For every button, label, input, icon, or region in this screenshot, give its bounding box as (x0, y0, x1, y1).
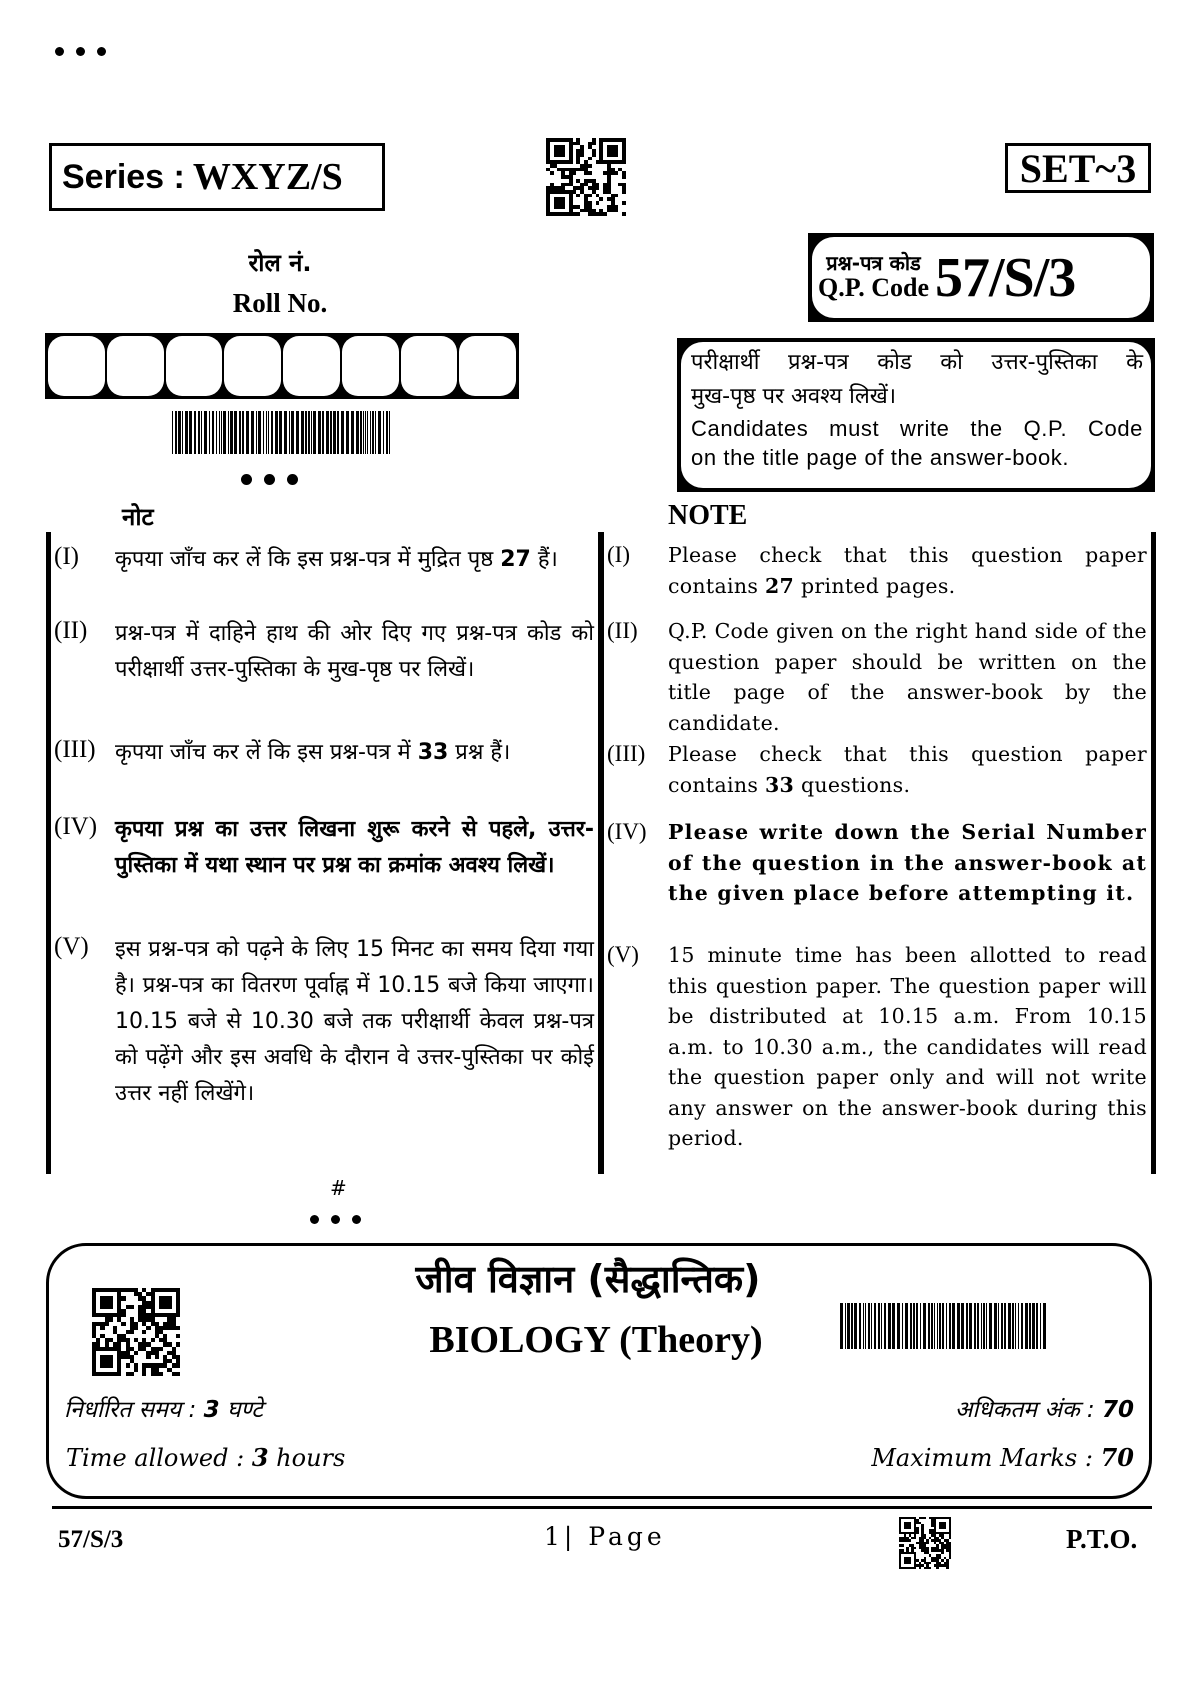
note-item-hindi-3 (51, 735, 598, 771)
notice-hindi-line2: मुख-पृष्ठ पर अवश्य लिखें। (691, 384, 897, 409)
note-item-hindi-4 (51, 812, 598, 884)
note-number: (IV) (54, 813, 98, 840)
note-title-english: NOTE (668, 500, 748, 531)
note-item-english-2 (604, 616, 1151, 738)
roll-number-boxes (45, 333, 519, 399)
note-item-hindi-1 (51, 542, 598, 578)
notice-hindi-line1: परीक्षार्थी प्रश्न-पत्र कोड को उत्तर-पुस्तिका के (691, 350, 1143, 375)
hash-mark: # (330, 1176, 347, 1200)
qr-code-icon (899, 1517, 951, 1569)
note-number: (I) (607, 542, 630, 567)
note-text: Q.P. Code given on the right hand side of the question paper should be written on the title page of the answer-book by the candidate. (668, 619, 1147, 735)
candidate-notice-box (677, 338, 1155, 492)
roll-digit-box[interactable] (459, 336, 516, 396)
roll-label-hindi: रोल नं. (248, 249, 312, 277)
note-text: Please check that this question paper contains 27 printed pages. (668, 543, 1147, 598)
note-number: (IV) (607, 819, 647, 844)
note-text: प्रश्न-पत्र में दाहिने हाथ की ओर दिए गए प्रश्न-पत्र कोड को परीक्षार्थी उत्तर-पुस्तिका के मुख-पृष्ठ पर लिखें। (115, 621, 594, 682)
note-item-hindi-5 (51, 932, 598, 1112)
notes-hindi-column (46, 532, 603, 1174)
subject-title-hindi: जीव विज्ञान (सैद्धान्तिक) (415, 1257, 761, 1301)
roll-digit-box[interactable] (342, 336, 399, 396)
time-allowed-hindi: निर्धारित समय : 3 घण्टे (64, 1397, 263, 1423)
barcode-icon (840, 1303, 1048, 1349)
note-item-english-4 (604, 817, 1151, 909)
footer-divider (52, 1506, 1152, 1509)
note-item-english-5 (604, 940, 1151, 1154)
qp-code-label-english: Q.P. Code (818, 273, 929, 303)
note-text: इस प्रश्न-पत्र को पढ़ने के लिए 15 मिनट का समय दिया गया है। प्रश्न-पत्र का वितरण पूर्वाह्न में 10.15 बजे किया जाएगा। 10.15 बजे से 10.30 बजे तक परीक्षार्थी केवल प्रश्न-पत्र को पढ़ेंगे और इस अवधि के दौरान वे उत्तर-पुस्तिका पर कोई उत्तर नहीं लिखेंगे। (115, 937, 594, 1106)
barcode-icon (172, 411, 392, 454)
note-text: कृपया जाँच कर लें कि इस प्रश्न-पत्र में 33 प्रश्न हैं। (115, 740, 511, 765)
please-turn-over: P.T.O. (1066, 1524, 1138, 1554)
top-dots-mark (55, 47, 106, 56)
roll-digit-box[interactable] (224, 336, 281, 396)
note-number: (V) (54, 933, 89, 960)
page-indicator: 1| Page (544, 1522, 666, 1551)
roll-digit-box[interactable] (166, 336, 223, 396)
note-number: (I) (54, 543, 79, 570)
note-number: (V) (607, 942, 639, 967)
subject-title-english: BIOLOGY (Theory) (429, 1319, 763, 1361)
qp-code-box (808, 233, 1154, 322)
dots-mark (241, 474, 298, 485)
notice-english-line2: on the title page of the answer-book. (691, 445, 1070, 470)
qp-code-label-hindi: प्रश्न-पत्र कोड (826, 251, 921, 276)
qr-code-icon (546, 138, 626, 216)
time-allowed-english: Time allowed : 3 hours (66, 1443, 346, 1472)
roll-digit-box[interactable] (283, 336, 340, 396)
note-number: (III) (607, 741, 646, 766)
note-title-hindi: नोट (122, 503, 154, 531)
note-text: 15 minute time has been allotted to read this question paper. The question paper will be distributed at 10.15 a.m. From 10.15 a.m. to 10.30 a.m., the candidates will read the question paper only and will not write any answer on the answer-book during this period. (668, 943, 1147, 1150)
note-number: (II) (54, 617, 88, 644)
roll-digit-box[interactable] (401, 336, 458, 396)
qr-code-icon (92, 1288, 180, 1376)
roll-label-english: Roll No. (232, 288, 328, 318)
series-box (49, 143, 385, 211)
series-label: Series : (62, 157, 185, 196)
dots-mark (310, 1215, 361, 1224)
set-badge: SET~3 (1005, 143, 1151, 193)
series-value: WXYZ/S (192, 156, 343, 198)
note-number: (II) (607, 618, 638, 643)
note-text: Please check that this question paper contains 33 questions. (668, 742, 1147, 797)
note-item-hindi-2 (51, 616, 598, 688)
roll-digit-box[interactable] (48, 336, 105, 396)
roll-digit-box[interactable] (107, 336, 164, 396)
max-marks-english: Maximum Marks : 70 (871, 1443, 1134, 1472)
qp-code-value: 57/S/3 (935, 246, 1076, 309)
max-marks-hindi: अधिकतम अंक : 70 (954, 1397, 1134, 1423)
note-item-english-3 (604, 739, 1151, 800)
note-text: Please write down the Serial Number of the question in the answer-book at the given place before attempting it. (668, 820, 1147, 905)
note-text: कृपया प्रश्न का उत्तर लिखना शुरू करने से पहले, उत्तर-पुस्तिका में यथा स्थान पर प्रश्न का क्रमांक अवश्य लिखें। (115, 817, 594, 878)
footer-qp-code: 57/S/3 (58, 1526, 124, 1553)
note-item-english-1 (604, 540, 1151, 601)
notes-english-column (600, 532, 1156, 1174)
note-number: (III) (54, 736, 96, 763)
notice-english-line1: Candidates must write the Q.P. Code (691, 416, 1143, 441)
note-text: कृपया जाँच कर लें कि इस प्रश्न-पत्र में मुद्रित पृष्ठ 27 हैं। (115, 547, 558, 572)
